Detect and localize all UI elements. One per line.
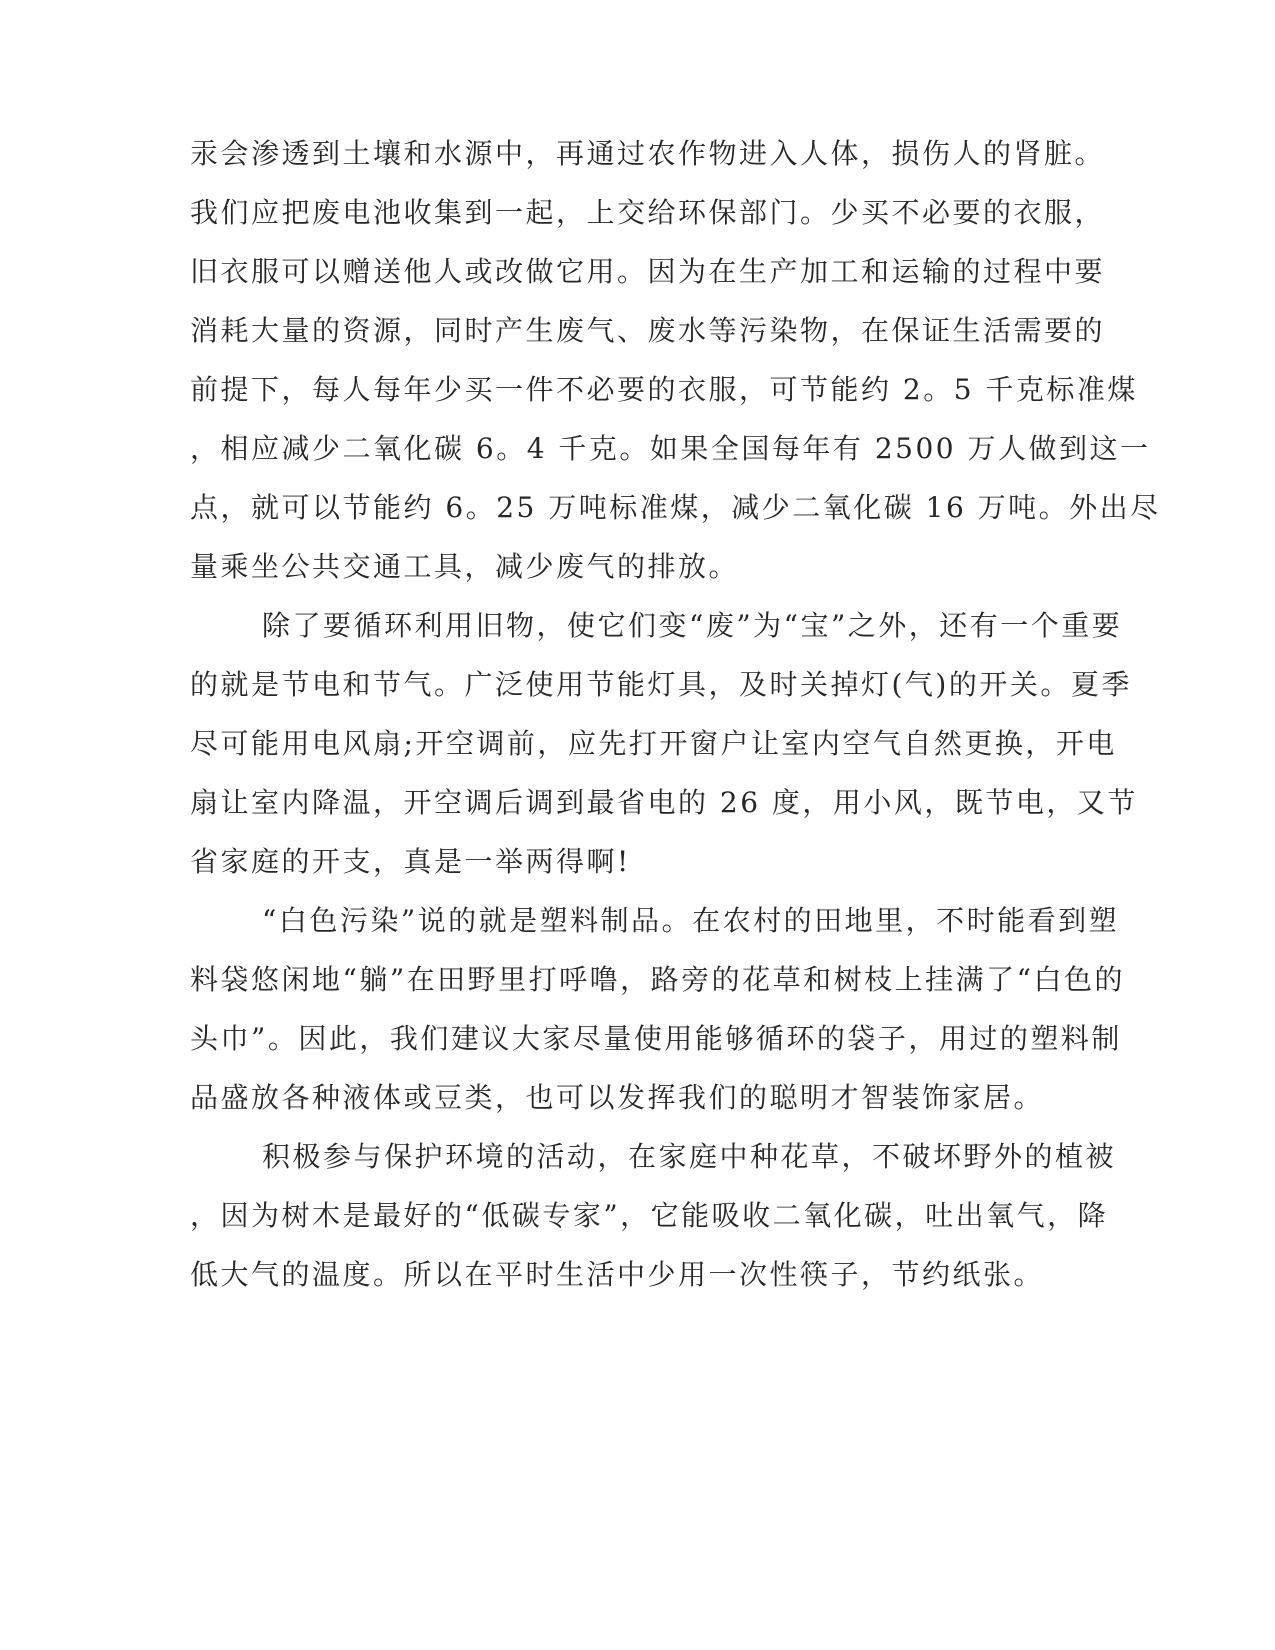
text-line: 点，就可以节能约 6。25 万吨标准煤，减少二氧化碳 16 万吨。外出尽 <box>190 491 1161 524</box>
text-line: 头巾”。因此，我们建议大家尽量使用能够循环的袋子，用过的塑料制 <box>190 1022 1122 1055</box>
paragraph-first-line: 积极参与保护环境的活动，在家庭中种花草，不破坏野外的植被 <box>262 1140 1117 1173</box>
text-line: 汞会渗透到土壤和水源中，再通过农作物进入人体，损伤人的肾脏。 <box>190 137 1106 170</box>
paragraph-first-line: “白色污染”说的就是塑料制品。在农村的田地里，不时能看到塑 <box>262 904 1120 937</box>
text-line: 前提下，每人每年少买一件不必要的衣服，可节能约 2。5 千克标准煤 <box>190 373 1138 406</box>
text-line: ，因为树木是最好的“低碳专家”，它能吸收二氧化碳，吐出氧气，降 <box>190 1199 1109 1232</box>
text-line: 我们应把废电池收集到一起，上交给环保部门。少买不必要的衣服， <box>190 196 1106 229</box>
text-line: 消耗大量的资源，同时产生废气、废水等污染物，在保证生活需要的 <box>190 314 1106 347</box>
text-line: ，相应减少二氧化碳 6。4 千克。如果全国每年有 2500 万人做到这一 <box>190 432 1151 465</box>
text-line: 旧衣服可以赠送他人或改做它用。因为在生产加工和运输的过程中要 <box>190 255 1106 288</box>
text-line: 品盛放各种液体或豆类，也可以发挥我们的聪明才智装饰家居。 <box>190 1081 1045 1114</box>
text-line: 的就是节电和节气。广泛使用节能灯具，及时关掉灯(气)的开关。夏季 <box>190 668 1132 701</box>
text-line: 扇让室内降温，开空调后调到最省电的 26 度，用小风，既节电，又节 <box>190 786 1138 819</box>
paragraph-first-line: 除了要循环利用旧物，使它们变“废”为“宝”之外，还有一个重要 <box>262 609 1123 642</box>
text-line: 量乘坐公共交通工具，减少废气的排放。 <box>190 550 740 583</box>
text-line: 低大气的温度。所以在平时生活中少用一次性筷子，节约纸张。 <box>190 1258 1045 1291</box>
text-line: 尽可能用电风扇;开空调前，应先打开窗户让室内空气自然更换，开电 <box>190 727 1117 760</box>
text-line: 料袋悠闲地“躺”在田野里打呼噜，路旁的花草和树枝上挂满了“白色的 <box>190 963 1125 996</box>
text-line: 省家庭的开支，真是一举两得啊! <box>190 845 631 878</box>
